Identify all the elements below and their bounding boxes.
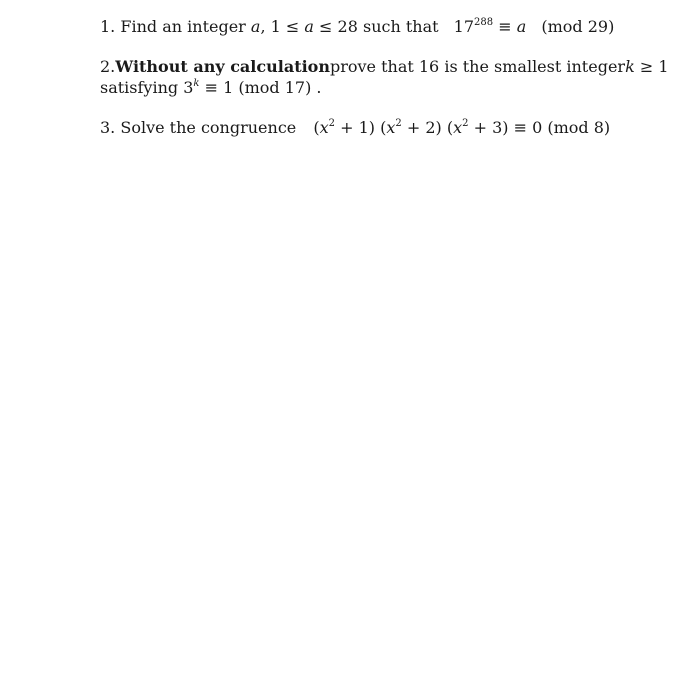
problem-3-factor-2	[380, 118, 442, 137]
problem-2-exponent: k	[193, 77, 200, 89]
problem-1-var-a: a	[250, 17, 261, 36]
problem-2-text-a: prove that 16 is the smallest integer	[329, 57, 626, 76]
problem-2-bold: Without any calculation	[115, 57, 330, 76]
factor-1-var: x	[319, 118, 329, 137]
factor-2-rest: + 2)	[401, 118, 442, 137]
problem-2-base: 3	[183, 78, 194, 97]
problem-1-line: 1. Find an integer a, 1 ≤ a ≤ 28 such that $17^{288} \equiv a$ (mod 29)	[100, 16, 615, 36]
problem-3-text: Solve the congruence	[120, 118, 297, 137]
problem-3-number: 3.	[100, 118, 116, 137]
problem-2-var-k: k	[625, 57, 635, 76]
problem-3-relation: ≡ 0 (mod 8)	[513, 118, 611, 137]
factor-1-exp: 2	[328, 117, 335, 129]
problem-1-text-b: such that	[363, 17, 439, 36]
problem-3-factor-3	[447, 118, 509, 137]
problem-1	[100, 16, 645, 37]
problem-1-number: 1.	[100, 17, 116, 36]
factor-1-rest: + 1)	[335, 118, 375, 137]
factor-3-exp: 2	[462, 117, 469, 129]
problem-2-k-ineq	[625, 56, 668, 77]
problem-3-factor-1	[313, 118, 375, 137]
problem-2-power	[183, 78, 199, 97]
problem-2-line-2	[100, 77, 645, 98]
problem-1-range-var: a	[304, 17, 314, 36]
problem-3-line	[100, 117, 645, 138]
problem-2	[100, 56, 669, 98]
problem-2-text-b: satisfying	[100, 78, 179, 97]
problem-1-range-b: ≤ 28	[319, 17, 358, 36]
problem-2-number: 2.	[100, 57, 116, 76]
factor-2-var: x	[386, 118, 396, 137]
problem-1-text-a: Find an integer	[120, 17, 246, 36]
problem-2-relation: ≡ 1 (mod 17) .	[204, 78, 322, 97]
factor-1-open: (	[313, 118, 320, 137]
problem-1-base: 17	[453, 17, 475, 36]
factor-3-var: x	[453, 118, 463, 137]
problem-3	[100, 117, 645, 138]
factor-2-exp: 2	[395, 117, 402, 129]
problem-1-range-a: 1 ≤	[270, 17, 300, 36]
problem-2-ineq: ≥ 1	[639, 57, 669, 76]
factor-2-open: (	[380, 118, 387, 137]
factor-3-rest: + 3)	[468, 118, 509, 137]
problem-1-modulus: (mod 29)	[541, 17, 615, 36]
problem-1-congruent: ≡	[498, 17, 512, 36]
factor-3-open: (	[446, 118, 454, 137]
problem-1-exponent: 288	[474, 16, 494, 28]
problem-2-line-1	[100, 56, 669, 77]
problem-1-rhs-var: a	[516, 17, 527, 36]
problem-1-power	[454, 17, 493, 36]
